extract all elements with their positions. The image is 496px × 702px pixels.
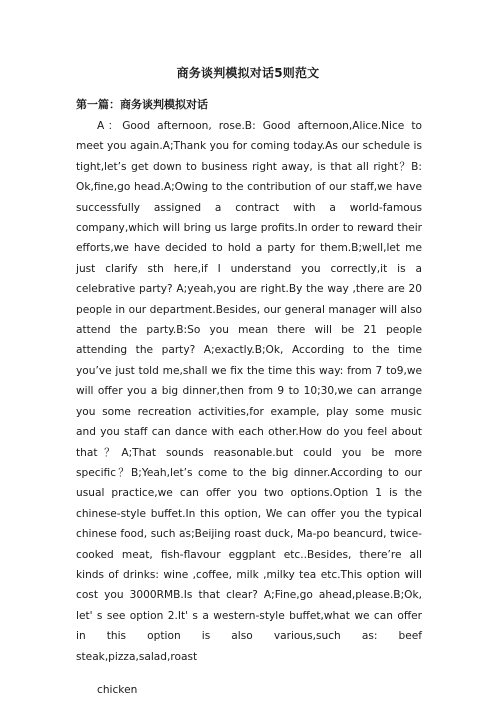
document-title: 商务谈判模拟对话5则范文 [176,66,320,80]
section-heading: 第一篇：商务谈判模拟对话 [76,98,208,111]
continued-text-line: chicken [97,684,138,696]
dialogue-body-text: A：Good afternoon, rose.B: Good afternoon,Alice.Nice to meet you again.A;Thank you for coming today.As our schedule is tight,let’s get down to business right away, is that all right？B: Ok,fine,go head.A;Owing to the contribution of our staff,we have successfully assigned a contract with a world-famous company,which will bring us large profits.In order to reward their efforts,we have decided to hold a party for them.B;well,let me just clarify sth here,if I understand you correctly,it is a celebrative party? A;yeah,you are right.By the way ,there are 20 people in our department.Besides, our general manager will also attend the party.B:So you mean there will be 21 people attending the party? A;exactly.B;Ok, According to the time you’ve just told me,shall we fix the time this way: from 7 to9,we will offer you a big dinner,then from 9 to 10;30,we can arrange you some recreation activities,for example, play some music and you staff can dance with each other.How do you feel about that？A;That sounds reasonable.but could you be more specific？B;Yeah,let’s come to the big dinner.According to our usual practice,we can offer you two options.Option 1 is the chinese-style buffet.In this option, We can offer you the typical chinese food, such as;Beijing roast duck, Ma-po beancurd, twice-cooked meat, fish-flavour eggplant etc..Besides, there’re all kinds of drinks: wine ,coffee, milk ,milky tea etc.This option will cost you 3000RMB.Is that clear? A;Fine,go ahead,please.B;Ok, let' s see option 2.It' s a western-style buffet,what we can offer in this option is also various,such as: beef steak,pizza,salad,roast [76,120,422,663]
